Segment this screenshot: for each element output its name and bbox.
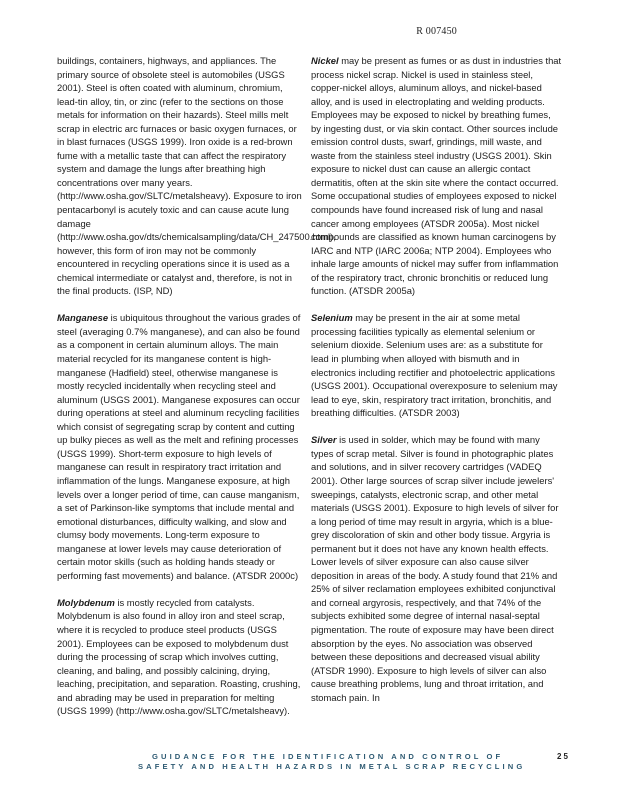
paragraph-text: is mostly recycled from catalysts. Molybdenum is also found in alloy iron and steel scrap, where it is recycled to produce steel products (USGS 2001). Employees can be exposed to molybdenum dust during the processing of scrap which involves cutting, cleaning, and baling, and possibly calcining, drying, leaching, precipitation, and separation. Roasting, crushing, and abrading may be used in preparation for melting (USGS 1999) (http://www.osha.gov/SLTC/metalsheavy). [57,596,301,717]
paragraph-lead-silver: Silver [311,434,337,446]
paragraph-nickel [311,54,563,298]
paragraph-molybdenum [57,596,305,718]
right-column [311,54,563,718]
paragraph-selenium [311,311,563,419]
paragraph-silver [311,433,563,704]
footer-title-line-1: GUIDANCE FOR THE IDENTIFICATION AND CONTROL OF [152,752,504,761]
page-number: 25 [557,752,570,761]
paragraph-lead-molybdenum: Molybdenum [57,596,115,608]
paragraph-text: may be present as fumes or as dust in industries that process nickel scrap. Nickel is used in stainless steel, copper-nickel alloys, aluminum alloys, and nickel-based alloy, and is used in electroplating and welding products. Employees may be exposed to nickel by breathing fumes, by ingesting dust, or via skin contact. Other sources include emission control dusts, swarf, grindings, mill waste, and waste from the stainless steel industry (USGS 2001). Skin exposure to nickel dust can cause an allergic contact dermatitis, often at the skin site where the contact occurred. Some occupational studies of employees exposed to nickel compounds have found increased risk of lung and nasal cancer among employees (ATSDR 2005a). Most nickel compounds are classified as known human carcinogens by IARC and NTP (IARC 2006a; NTP 2004). Employees who inhale large amounts of nickel may suffer from inflammation of the respiratory tract, chronic bronchitis or reduced lung function. (ATSDR 2005a) [311,55,562,297]
paragraph-lead-manganese: Manganese [57,312,109,324]
paragraph-text: is ubiquitous throughout the various grades of steel (averaging 0.7% manganese), and can also be found as a component in certain aluminum alloys. The main material recycled for its manganese content is high-manganese (Hadfield) steel, otherwise manganese is mostly recycled incidentally when recycling steel and aluminum (USGS 2001). Manganese exposures can occur during operations at steel and aluminum recycling facilities which consist of segregating scrap by content and cutting up bulky pieces as well as the melt and refining processes (USGS 1999). Short-term exposure to high levels of manganese can result in respiratory tract irritation and inflammation of the lungs. Manganese exposure, at high levels over a longer period of time, can cause manganism, a set of Parkinson-like symptoms that include mental and emotional disturbances, difficulty walking, and slow and clumsy body movements. Long-term exposure to manganese at lower levels may cause deterioration of certain motor skills (such as holding hands steady or performing fast movements) and balance. (ATSDR 2000c) [57,312,301,581]
paragraph-lead-selenium: Selenium [311,312,353,324]
paragraph-text: buildings, containers, highways, and appliances. The primary source of obsolete steel is automobiles (USGS 2001). Steel is often coated with aluminum, chromium, lead-tin alloy, tin, or zinc (refer to the sections on those metals for information on their hazards). Steel mills melt scrap in electric arc furnaces or basic oxygen furnaces, or in blast furnaces (USGS 1999). Iron oxide is a red-brown fume with a metallic taste that can affect the respiratory system and damage the lungs after breathing high concentrations over many years. (http://www.osha.gov/SLTC/metalsheavy). Exposure to iron pentacarbonyl is acutely toxic and can cause acute lung damage (http://www.osha.gov/dts/chemicalsampling/data/CH_247500.html), however, this form of iron may not be commonly encountered in recycling operations since it is used as a chemical intermediate or catalyst and, therefore, is not in the final products. (ISP, ND) [57,55,336,297]
paragraph-manganese [57,311,305,582]
paragraph-text: may be present in the air at some metal processing facilities typically as elemental selenium or selenium dioxide. Selenium uses are: as a substitute for lead in plumbing when alloyed with bismuth and in electronics including rectifier and photoelectric applications (USGS 2001). Occupational overexposure to selenium may lead to eye, skin, respiratory tract irritation, bronchitis, and breathing difficulties. (ATSDR 2003) [311,312,558,419]
paragraph-lead-nickel: Nickel [311,55,339,66]
footer-title-line-2: SAFETY AND HEALTH HAZARDS IN METAL SCRAP RECYCLING [138,762,526,771]
bates-number: R 007450 [416,26,457,37]
paragraph-text: is used in solder, which may be found with many types of scrap metal. Silver is found in photographic plates and solutions, and in silver recovery cartridges (VADEQ 2001). Other large sources of scrap silver include jewelers' sweepings, catalysts, electronic scrap, and other metal materials (USGS 2001). Exposure to high levels of silver for a long period of time may result in argyria, which is a blue-grey discoloration of skin and other body tissue. Argyria is permanent but it does not have any known health effects. Lower levels of silver exposure can also cause silver deposition in areas of the body. A study found that 21% and 25% of silver reclamation employees exhibited conjunctival and corneal argyrosis, respectively, and that 74% of the subjects exhibited some degree of internal nasal-septal pigmentation. The route of exposure may have been direct absorption by the eyes. No association was observed between these depositions and decreased visual ability (ATSDR 1990). Exposure to high levels of silver can also cause breathing problems, lung and throat irritation, and stomach pain. In [311,434,559,703]
